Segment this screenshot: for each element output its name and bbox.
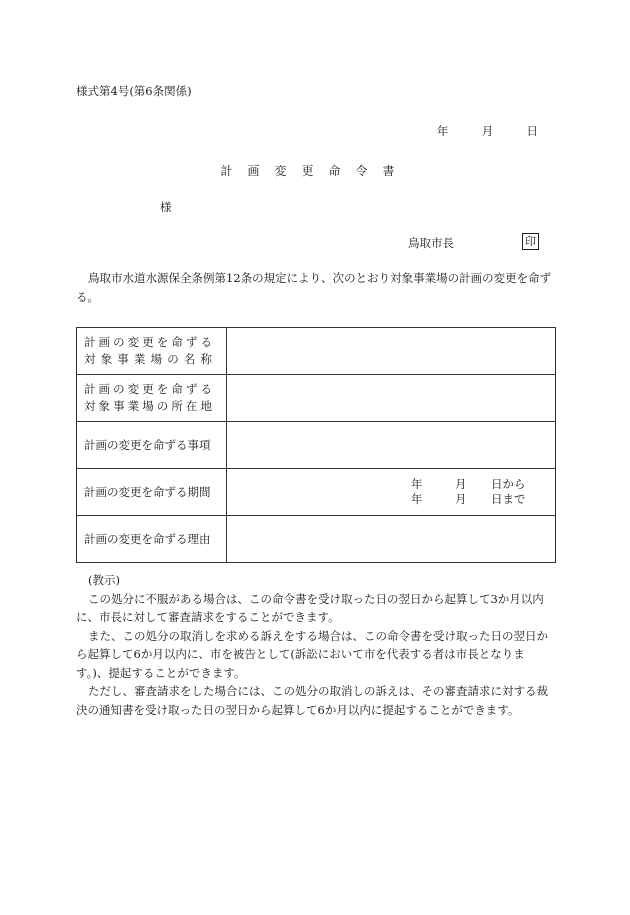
table-row: [77, 375, 556, 422]
seal-mark: 印: [522, 233, 539, 250]
facility-name-value[interactable]: [227, 328, 556, 375]
period-to: [227, 492, 555, 507]
period-to-month: 月: [455, 492, 467, 506]
notice-heading: (教示): [88, 573, 120, 587]
date-line: [437, 123, 538, 139]
row-label-change-reason: [77, 516, 227, 563]
label-text: 計画の変更を命ずる期間: [84, 485, 211, 499]
row-label-change-period: [77, 469, 227, 516]
notice-paragraph: ただし、審査請求をした場合には、この処分の取消しの訴えは、その審査請求に対する裁決の通知書を受け取った日の翌日から起算して6か月以内に提起することができます。: [76, 684, 548, 717]
row-label-facility-location: [77, 375, 227, 422]
date-year: 年: [436, 124, 449, 138]
label-text: 計画の変更を命ずる理由: [84, 532, 211, 546]
change-reason-value[interactable]: [227, 516, 556, 563]
notice-paragraph: この処分に不服がある場合は、この命令書を受け取った日の翌日から起算して3か月以内に、市長に対して審査請求をすることができます。: [76, 591, 544, 624]
period-from: [227, 477, 555, 492]
table-row: [77, 422, 556, 469]
label-line: 計画の変更を命ずる: [84, 382, 212, 396]
document-title: 計画変更命令書: [220, 164, 410, 178]
label-text: 計画の変更を命ずる事項: [84, 438, 211, 452]
period-from-year: 年: [411, 477, 423, 491]
period-to-day: 日まで: [491, 492, 526, 506]
row-label-change-items: [77, 422, 227, 469]
date-month: 月: [481, 124, 494, 138]
change-items-value[interactable]: [227, 422, 556, 469]
label-line: 計画の変更を命ずる: [84, 335, 212, 349]
table-row: [77, 516, 556, 563]
addressee-honorific: 様: [160, 200, 172, 214]
table-row: [77, 328, 556, 375]
form-number: 様式第4号(第6条関係): [76, 84, 192, 98]
order-details-table: [76, 327, 556, 563]
period-from-month: 月: [455, 477, 467, 491]
date-day: 日: [526, 124, 538, 138]
label-line: 対象事業場の所在地: [84, 399, 212, 413]
label-line: 対象事業場の名称: [84, 352, 212, 366]
change-period-value[interactable]: [227, 469, 556, 516]
row-label-facility-name: [77, 328, 227, 375]
facility-location-value[interactable]: [227, 375, 556, 422]
table-row: [77, 469, 556, 516]
period-from-day: 日から: [491, 477, 526, 491]
appeal-notice: [76, 571, 556, 719]
period-to-year: 年: [411, 492, 423, 506]
notice-paragraph: また、この処分の取消しを求める訴えをする場合は、この命令書を受け取った日の翌日から起算して6か月以内に、市を被告として(訴訟において市を代表する者は市長となります。)、提起することができます。: [76, 628, 548, 680]
issuer-name: 鳥取市長: [408, 236, 454, 250]
order-body-text: 鳥取市水道水源保全条例第12条の規定により、次のとおり対象事業場の計画の変更を命ずる。: [76, 271, 552, 304]
